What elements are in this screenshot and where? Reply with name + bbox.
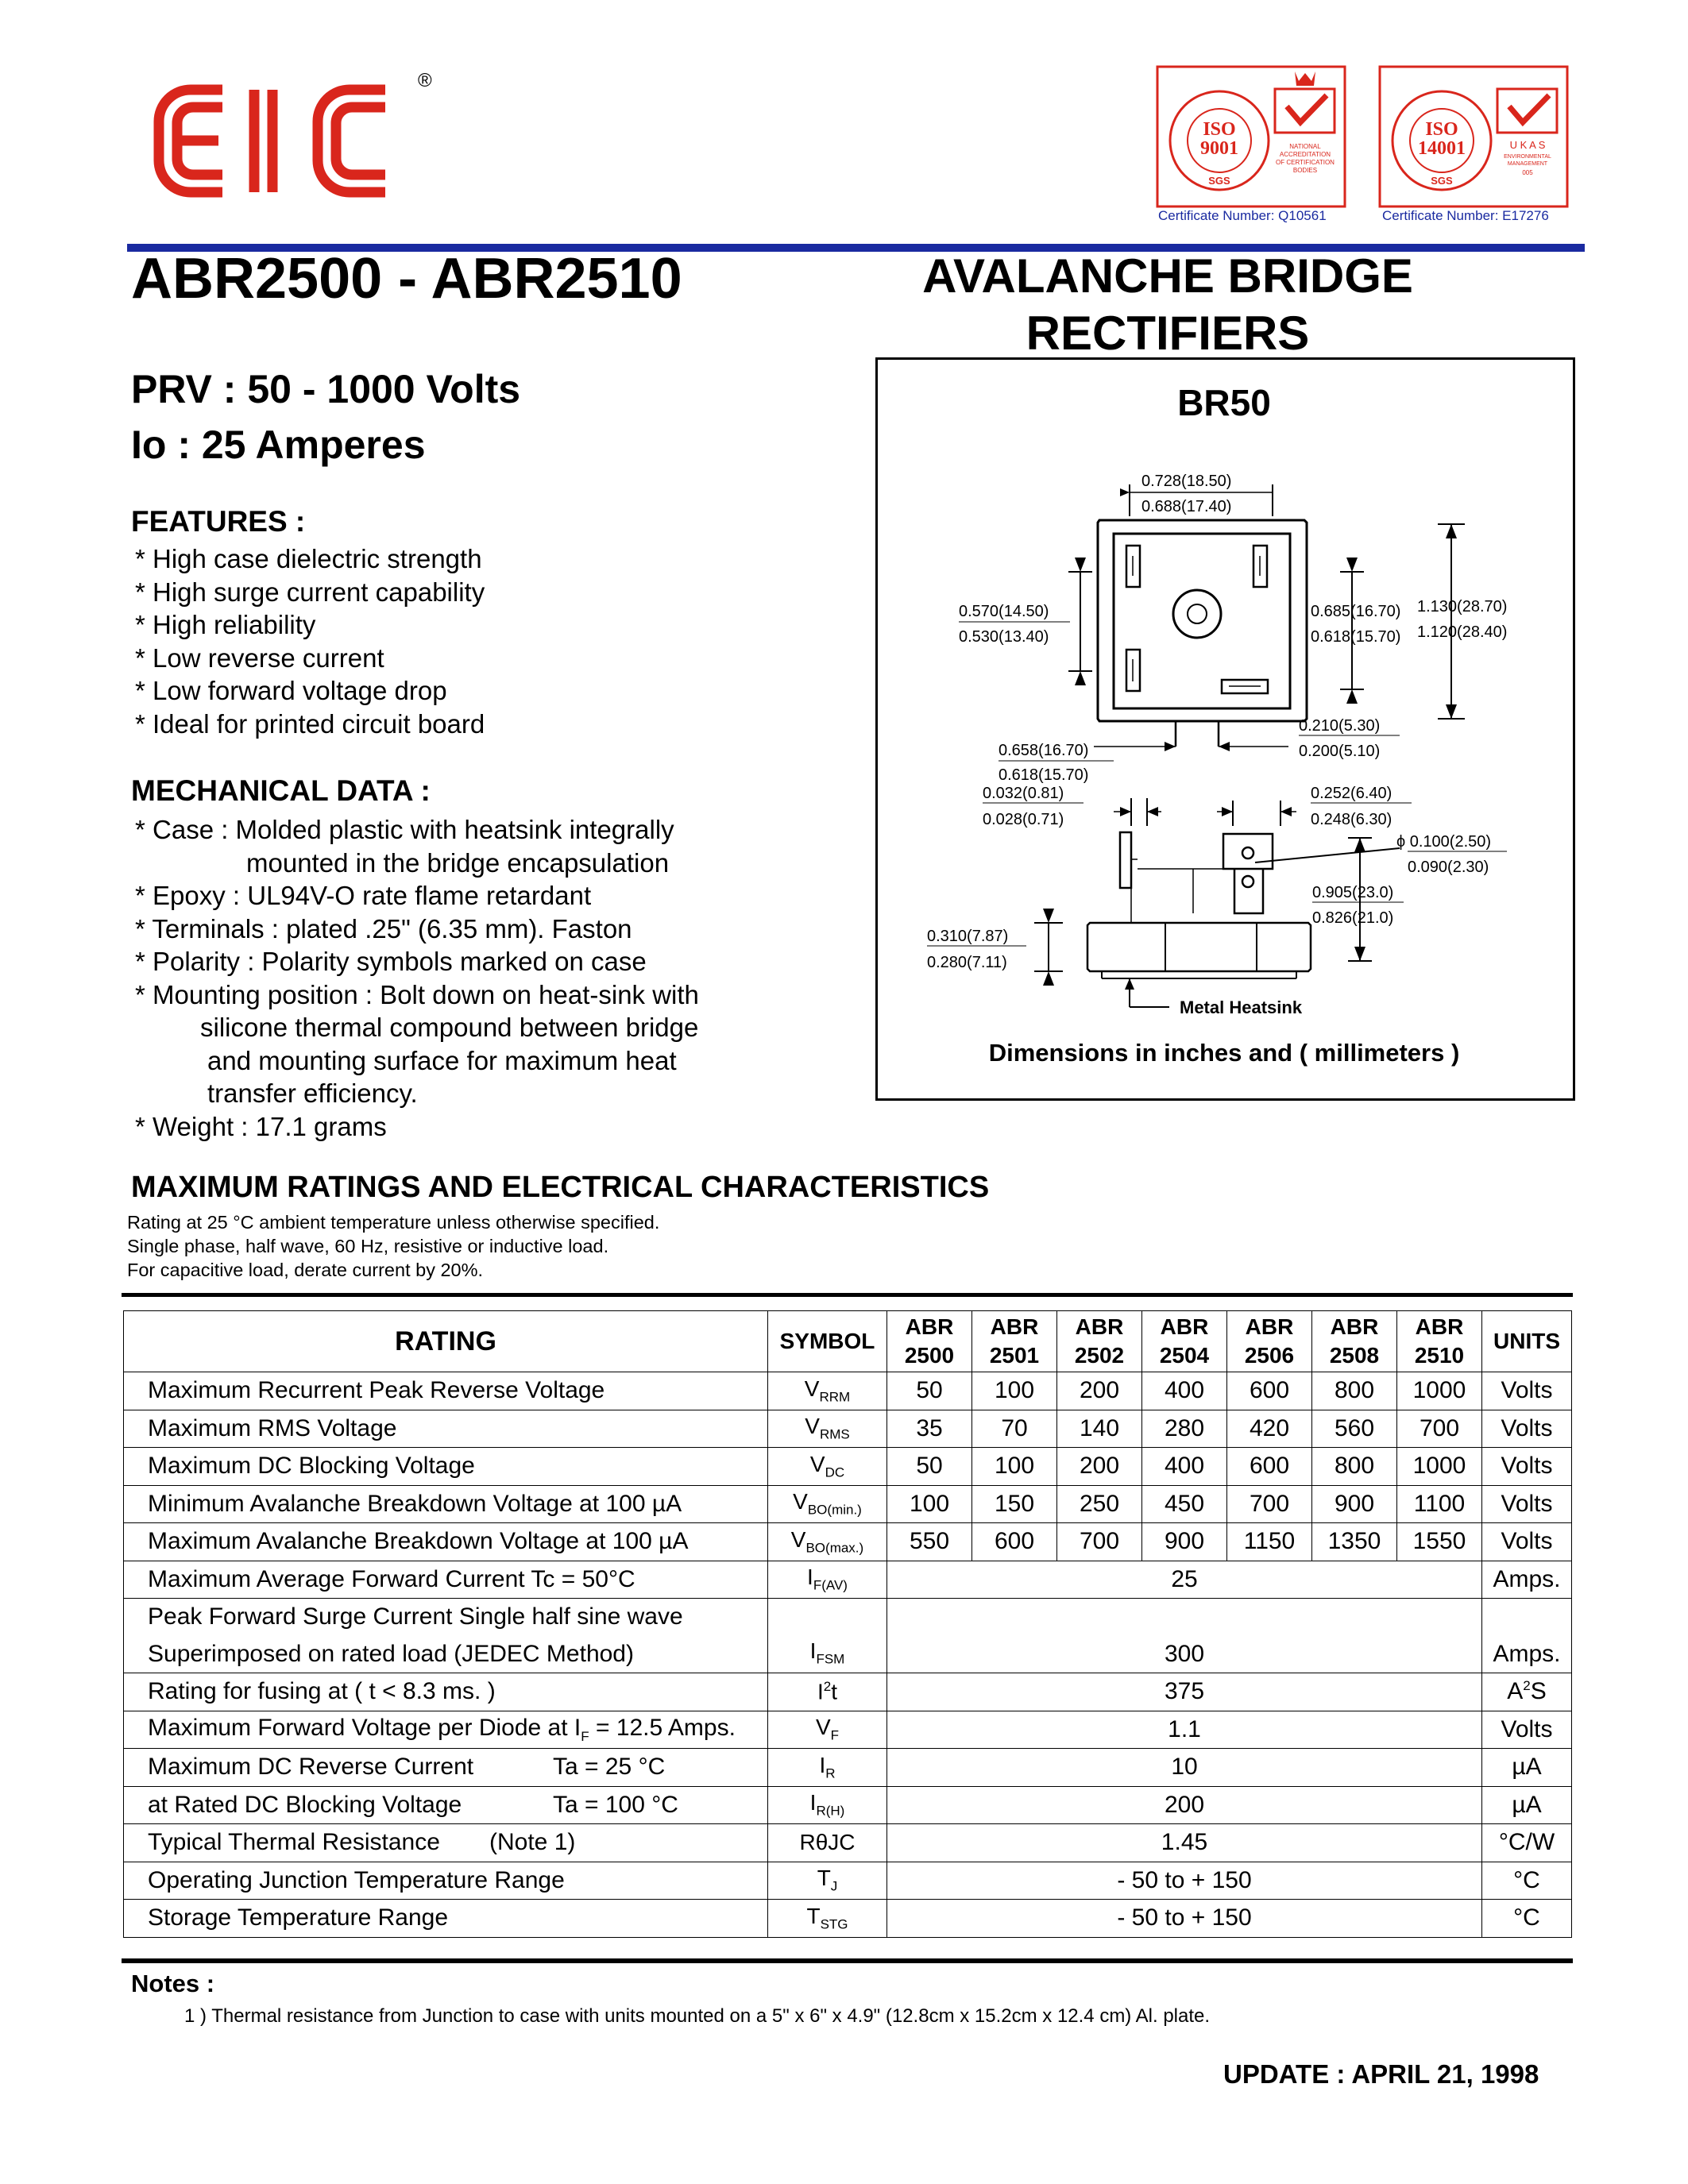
header-symbol: SYMBOL — [768, 1311, 887, 1372]
svg-text:ISO: ISO — [1425, 119, 1458, 140]
dim-mid-max: 0.685(16.70) — [1311, 603, 1401, 620]
svg-text:005: 005 — [1522, 169, 1533, 176]
cert-number-q10561: Certificate Number: Q10561 — [1158, 208, 1327, 223]
value-cell: 420 — [1227, 1410, 1312, 1448]
dim-right-min: 1.120(28.40) — [1417, 623, 1508, 641]
dim-width-max: 0.728(18.50) — [1141, 473, 1232, 490]
dim-left-min: 0.530(13.40) — [959, 628, 1049, 646]
svg-text:MANAGEMENT: MANAGEMENT — [1507, 161, 1548, 167]
dim-pin-thick-min: 0.028(0.71) — [983, 811, 1064, 828]
condition-line: Single phase, half wave, 60 Hz, resistive or inductive load. — [127, 1236, 609, 1256]
symbol-cell: $I_{F(AV)}$ — [768, 1561, 887, 1599]
symbol-cell: $I_{FSM}$ — [768, 1599, 887, 1673]
rating-cell: Maximum RMS Voltage — [124, 1410, 768, 1448]
feature-item: * Low forward voltage drop — [135, 676, 447, 705]
mech-item-cont: transfer efficiency. — [207, 1078, 418, 1108]
mechanical-list — [135, 813, 699, 1143]
dim-left-max: 0.570(14.50) — [959, 603, 1049, 620]
dim-mid-min: 0.618(15.70) — [1311, 628, 1401, 646]
prv-spec: PRV : 50 - 1000 Volts — [131, 367, 521, 411]
dim-pin-length-min: 0.826(21.0) — [1312, 909, 1394, 927]
rating-cell: Storage Temperature Range — [124, 1900, 768, 1938]
dim-width-min: 0.688(17.40) — [1141, 498, 1232, 515]
value-cell: 50 — [887, 1372, 972, 1410]
symbol-cell: $T_{STG}$ — [768, 1900, 887, 1938]
dim-right-max: 1.130(28.70) — [1417, 598, 1508, 615]
svg-text:U K A S: U K A S — [1509, 139, 1546, 151]
value-cell: 600 — [972, 1523, 1057, 1561]
value-cell: 100 — [972, 1448, 1057, 1486]
value-cell: - 50 to + 150 — [887, 1862, 1482, 1900]
value-cell: 100 — [972, 1372, 1057, 1410]
rating-cell: Minimum Avalanche Breakdown Voltage at 100 µA — [124, 1485, 768, 1523]
dim-pin-width-max: 0.252(6.40) — [1311, 785, 1393, 802]
rating-cell: Peak Forward Surge Current Single half sine wave Superimposed on rated load (JEDEC Method) — [124, 1599, 768, 1673]
value-cell: 700 — [1227, 1485, 1312, 1523]
ratings-heading: MAXIMUM RATINGS AND ELECTRICAL CHARACTERISTICS — [131, 1171, 990, 1204]
header-part: ABR 2506 — [1227, 1311, 1312, 1372]
mech-item: * Mounting position : Bolt down on heat-sink with — [135, 979, 699, 1009]
notes-heading: Notes : — [131, 1970, 215, 1997]
mech-item-cont: silicone thermal compound between bridge — [200, 1013, 699, 1042]
svg-text:ENVIRONMENTAL: ENVIRONMENTAL — [1504, 154, 1551, 160]
svg-text:9001: 9001 — [1200, 138, 1238, 159]
value-cell: 150 — [972, 1485, 1057, 1523]
table-row — [124, 1711, 1572, 1749]
dim-pin-length-max: 0.905(23.0) — [1312, 884, 1394, 901]
value-cell: 140 — [1057, 1410, 1142, 1448]
package-name: BR50 — [1177, 382, 1271, 423]
unit-cell: °C/W — [1482, 1824, 1572, 1862]
dim-hole-min: 0.090(2.30) — [1408, 859, 1489, 876]
rating-cell: Maximum DC Reverse Current Ta = 25 °C — [124, 1749, 768, 1787]
dim-tab-max: 0.210(5.30) — [1299, 717, 1381, 735]
table-row — [124, 1673, 1572, 1711]
rating-cell: Maximum Recurrent Peak Reverse Voltage — [124, 1372, 768, 1410]
value-cell: 10 — [887, 1749, 1482, 1787]
value-cell: 1550 — [1397, 1523, 1482, 1561]
unit-cell: µA — [1482, 1786, 1572, 1824]
value-cell: 900 — [1142, 1523, 1227, 1561]
note-item: 1 ) Thermal resistance from Junction to case with units mounted on a 5" x 6" x 4.9" (12.8cm x 15.2cm x 12.4 cm) Al. plate. — [184, 2005, 1211, 2027]
dim-pin-thick-max: 0.032(0.81) — [983, 785, 1064, 802]
iso14001-seal-icon — [1378, 65, 1569, 208]
value-cell: 250 — [1057, 1485, 1142, 1523]
header-part: ABR 2508 — [1312, 1311, 1397, 1372]
mech-item: * Case : Molded plastic with heatsink integrally — [135, 815, 674, 844]
header-part: ABR 2504 — [1142, 1311, 1227, 1372]
feature-item: * High surge current capability — [135, 577, 485, 607]
mech-item-cont: mounted in the bridge encapsulation — [246, 847, 670, 878]
part-number-title: ABR2500 - ABR2510 — [131, 247, 682, 311]
dim-tab-min: 0.200(5.10) — [1299, 743, 1381, 760]
header-part: ABR 2502 — [1057, 1311, 1142, 1372]
value-cell: 50 — [887, 1448, 972, 1486]
svg-text:14001: 14001 — [1418, 138, 1466, 159]
rating-cell: Rating for fusing at ( t < 8.3 ms. ) — [124, 1673, 768, 1711]
io-spec: Io : 25 Amperes — [131, 423, 426, 467]
rating-cell: Maximum DC Blocking Voltage — [124, 1448, 768, 1486]
unit-cell: Volts — [1482, 1523, 1572, 1561]
value-cell: 560 — [1312, 1410, 1397, 1448]
header-units: UNITS — [1482, 1311, 1572, 1372]
rating-cell: Operating Junction Temperature Range — [124, 1862, 768, 1900]
symbol-cell: $V_F$ — [768, 1711, 887, 1749]
table-bottom-rule — [122, 1958, 1573, 1963]
features-list — [135, 542, 485, 740]
unit-cell: Amps. — [1482, 1599, 1572, 1673]
table-row — [124, 1900, 1572, 1938]
value-cell: 280 — [1142, 1410, 1227, 1448]
header-part: ABR 2510 — [1397, 1311, 1482, 1372]
rating-cell: at Rated DC Blocking Voltage Ta = 100 °C — [124, 1786, 768, 1824]
table-row — [124, 1410, 1572, 1448]
mech-item: * Weight : 17.1 grams — [135, 1111, 387, 1141]
unit-cell: °C — [1482, 1862, 1572, 1900]
features-heading: FEATURES : — [131, 505, 306, 538]
metal-heatsink-label: Metal Heatsink — [1180, 997, 1303, 1017]
svg-text:ACCREDITATION: ACCREDITATION — [1279, 151, 1331, 158]
registered-mark: ® — [418, 70, 432, 91]
condition-line: For capacitive load, derate current by 20%. — [127, 1260, 484, 1280]
dimensions-caption: Dimensions in inches and ( millimeters ) — [988, 1039, 1460, 1067]
value-cell: 100 — [887, 1485, 972, 1523]
value-cell: 200 — [887, 1786, 1482, 1824]
table-header-row — [124, 1311, 1572, 1372]
table-row — [124, 1862, 1572, 1900]
dim-hole-max: ϕ 0.100(2.50) — [1396, 833, 1492, 851]
header-rating: RATING — [124, 1311, 768, 1372]
rating-conditions — [127, 1210, 659, 1282]
eic-logo-mark — [147, 75, 421, 206]
unit-cell: °C — [1482, 1900, 1572, 1938]
value-cell: 70 — [972, 1410, 1057, 1448]
value-cell: - 50 to + 150 — [887, 1900, 1482, 1938]
unit-cell: Volts — [1482, 1711, 1572, 1749]
iso9001-seal-icon — [1156, 65, 1346, 208]
device-type-title — [874, 248, 1462, 362]
header-part: ABR 2501 — [972, 1311, 1057, 1372]
key-specs — [131, 361, 520, 473]
unit-cell: $A^2S$ — [1482, 1673, 1572, 1711]
value-cell: 375 — [887, 1673, 1482, 1711]
value-cell: 700 — [1397, 1410, 1482, 1448]
mech-item-cont: and mounting surface for maximum heat — [207, 1045, 677, 1075]
table-row — [124, 1599, 1572, 1673]
symbol-cell: $V_{DC}$ — [768, 1448, 887, 1486]
feature-item: * High case dielectric strength — [135, 544, 482, 573]
value-cell: 35 — [887, 1410, 972, 1448]
value-cell: 200 — [1057, 1448, 1142, 1486]
symbol-cell: $T_J$ — [768, 1862, 887, 1900]
value-cell: 800 — [1312, 1448, 1397, 1486]
value-cell: 1000 — [1397, 1448, 1482, 1486]
table-row — [124, 1448, 1572, 1486]
symbol-cell: $V_{BO(max.)}$ — [768, 1523, 887, 1561]
value-cell: 550 — [887, 1523, 972, 1561]
value-cell: 600 — [1227, 1372, 1312, 1410]
rating-cell: Maximum Average Forward Current Tc = 50°C — [124, 1561, 768, 1599]
symbol-cell: RθJC — [768, 1824, 887, 1862]
unit-cell: Amps. — [1482, 1561, 1572, 1599]
value-cell: 1.1 — [887, 1711, 1482, 1749]
table-row — [124, 1561, 1572, 1599]
feature-item: * Ideal for printed circuit board — [135, 708, 485, 739]
cert-number-e17276: Certificate Number: E17276 — [1382, 208, 1549, 223]
value-cell: 800 — [1312, 1372, 1397, 1410]
svg-text:OF CERTIFICATION: OF CERTIFICATION — [1276, 159, 1335, 166]
value-cell: 700 — [1057, 1523, 1142, 1561]
symbol-cell: $I_{R(H)}$ — [768, 1786, 887, 1824]
device-type-line1: AVALANCHE BRIDGE — [922, 249, 1413, 303]
symbol-cell: $I_R$ — [768, 1749, 887, 1787]
value-cell: 1000 — [1397, 1372, 1482, 1410]
symbol-cell: $V_{BO(min.)}$ — [768, 1485, 887, 1523]
unit-cell: Volts — [1482, 1485, 1572, 1523]
package-drawing — [875, 357, 1573, 1096]
table-top-rule — [122, 1293, 1573, 1297]
svg-text:SGS: SGS — [1431, 175, 1453, 187]
unit-cell: Volts — [1482, 1410, 1572, 1448]
dim-body-height-max: 0.310(7.87) — [927, 928, 1009, 945]
unit-cell: µA — [1482, 1749, 1572, 1787]
svg-text:BODIES: BODIES — [1292, 167, 1318, 174]
value-cell: 600 — [1227, 1448, 1312, 1486]
table-row — [124, 1824, 1572, 1862]
symbol-cell: $V_{RMS}$ — [768, 1410, 887, 1448]
feature-item: * High reliability — [135, 610, 316, 639]
update-date: UPDATE : APRIL 21, 1998 — [1223, 2059, 1539, 2089]
table-row — [124, 1749, 1572, 1787]
device-type-line2: RECTIFIERS — [1026, 307, 1310, 360]
symbol-cell: $V_{RRM}$ — [768, 1372, 887, 1410]
svg-text:ISO: ISO — [1203, 119, 1236, 140]
condition-line: Rating at 25 °C ambient temperature unless otherwise specified. — [127, 1212, 660, 1233]
header-part: ABR 2500 — [887, 1311, 972, 1372]
value-cell: 300 — [887, 1599, 1482, 1673]
mech-item: * Polarity : Polarity symbols marked on case — [135, 947, 647, 976]
svg-text:SGS: SGS — [1208, 175, 1230, 187]
value-cell: 1.45 — [887, 1824, 1482, 1862]
value-cell: 400 — [1142, 1372, 1227, 1410]
value-cell: 1100 — [1397, 1485, 1482, 1523]
unit-cell: Volts — [1482, 1372, 1572, 1410]
rating-cell: Maximum Avalanche Breakdown Voltage at 100 µA — [124, 1523, 768, 1561]
value-cell: 400 — [1142, 1448, 1227, 1486]
rating-cell: Maximum Forward Voltage per Diode at $I_F = 12.5$ Amps. — [124, 1711, 768, 1749]
mech-item: * Terminals : plated .25" (6.35 mm). Faston — [135, 913, 632, 943]
value-cell: 450 — [1142, 1485, 1227, 1523]
value-cell: 900 — [1312, 1485, 1397, 1523]
table-row — [124, 1372, 1572, 1410]
table-row — [124, 1523, 1572, 1561]
feature-item: * Low reverse current — [135, 642, 384, 673]
dim-bottom-min: 0.618(15.70) — [999, 766, 1089, 784]
value-cell: 1350 — [1312, 1523, 1397, 1561]
value-cell: 1150 — [1227, 1523, 1312, 1561]
dim-pin-width-min: 0.248(6.30) — [1311, 811, 1393, 828]
dim-bottom-max: 0.658(16.70) — [999, 742, 1089, 759]
table-row — [124, 1786, 1572, 1824]
mech-item: * Epoxy : UL94V-O rate flame retardant — [135, 881, 592, 910]
value-cell: 25 — [887, 1561, 1482, 1599]
symbol-cell: $I^2t$ — [768, 1673, 887, 1711]
table-row — [124, 1485, 1572, 1523]
rating-cell: Typical Thermal Resistance (Note 1) — [124, 1824, 768, 1862]
value-cell: 200 — [1057, 1372, 1142, 1410]
dim-body-height-min: 0.280(7.11) — [927, 954, 1007, 971]
mechanical-heading: MECHANICAL DATA : — [131, 774, 431, 807]
svg-text:NATIONAL: NATIONAL — [1289, 143, 1321, 150]
unit-cell: Volts — [1482, 1448, 1572, 1486]
ratings-table — [123, 1310, 1572, 1938]
